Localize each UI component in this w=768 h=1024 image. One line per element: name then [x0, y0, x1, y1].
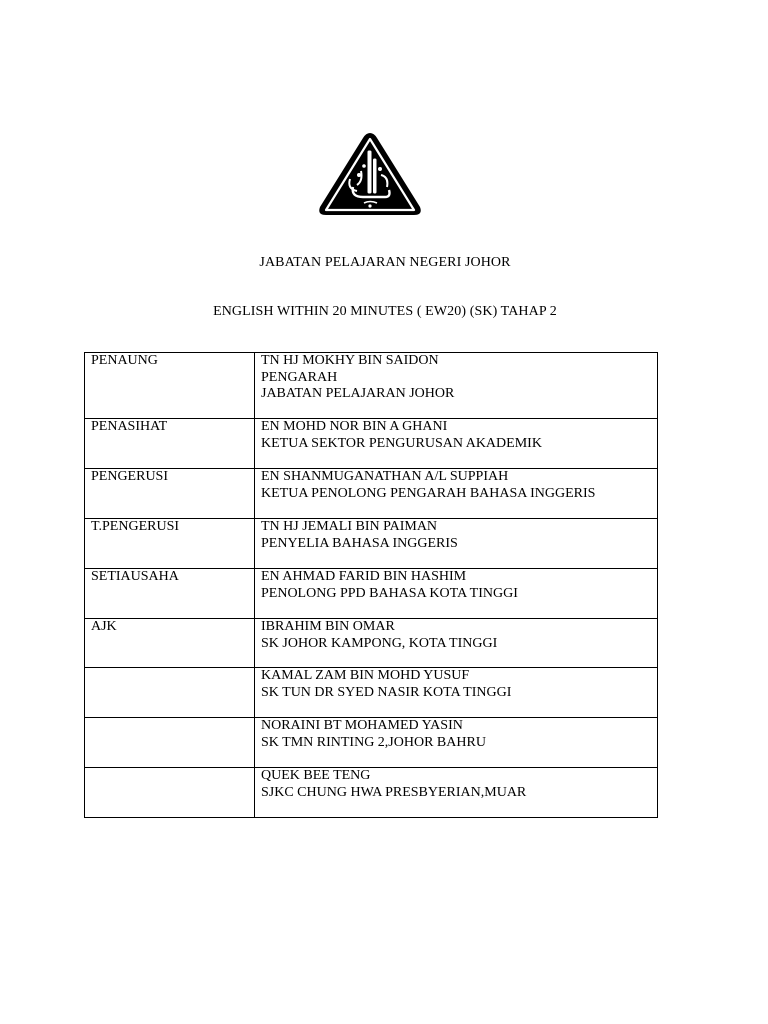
table-row — [85, 768, 658, 818]
role-cell: T.PENGERUSI — [85, 519, 255, 569]
member-line: EN AHMAD FARID BIN HASHIM — [261, 569, 467, 584]
table-row — [85, 353, 658, 419]
member-line: QUEK BEE TENG — [261, 768, 371, 783]
table-row — [85, 619, 658, 668]
table-row — [85, 569, 658, 619]
role-cell: SETIAUSAHA — [85, 569, 255, 619]
member-line: EN SHANMUGANATHAN A/L SUPPIAH — [261, 469, 509, 484]
member-line: TN HJ MOKHY BIN SAIDON — [261, 353, 439, 368]
role-cell — [85, 718, 255, 768]
member-line: PENOLONG PPD BAHASA KOTA TINGGI — [261, 585, 518, 601]
member-cell — [255, 718, 658, 768]
member-line: JABATAN PELAJARAN JOHOR — [261, 386, 455, 401]
committee-table — [84, 352, 658, 818]
member-line: KETUA PENOLONG PENGARAH BAHASA INGGERIS — [261, 485, 596, 501]
member-line: SK TMN RINTING 2,JOHOR BAHRU — [261, 734, 486, 750]
role-cell: PENASIHAT — [85, 419, 255, 469]
table-row — [85, 718, 658, 768]
member-cell — [255, 519, 658, 569]
member-cell — [255, 569, 658, 619]
member-line: KAMAL ZAM BIN MOHD YUSUF — [261, 668, 470, 683]
table-row — [85, 668, 658, 718]
member-line: IBRAHIM BIN OMAR — [261, 619, 395, 634]
member-cell — [255, 419, 658, 469]
member-cell — [255, 668, 658, 718]
member-line: PENYELIA BAHASA INGGERIS — [261, 535, 458, 551]
member-line: SK JOHOR KAMPONG, KOTA TINGGI — [261, 635, 498, 651]
role-cell: PENGERUSI — [85, 469, 255, 519]
member-line: EN MOHD NOR BIN A GHANI — [261, 419, 448, 434]
member-cell — [255, 353, 658, 419]
programme-title: ENGLISH WITHIN 20 MINUTES ( EW20) (SK) TAHAP 2 — [213, 304, 557, 319]
table-row — [85, 419, 658, 469]
role-cell — [85, 768, 255, 818]
member-line: TN HJ JEMALI BIN PAIMAN — [261, 519, 438, 534]
member-cell — [255, 768, 658, 818]
role-cell: AJK — [85, 619, 255, 668]
role-cell: PENAUNG — [85, 353, 255, 419]
table-row — [85, 469, 658, 519]
member-line: PENGARAH — [261, 369, 338, 385]
table-row — [85, 519, 658, 569]
member-line: SK TUN DR SYED NASIR KOTA TINGGI — [261, 684, 512, 700]
member-line: SJKC CHUNG HWA PRESBYERIAN,MUAR — [261, 784, 527, 800]
johor-state-emblem-icon — [317, 131, 423, 217]
role-cell — [85, 668, 255, 718]
member-line: NORAINI BT MOHAMED YASIN — [261, 718, 463, 733]
department-title: JABATAN PELAJARAN NEGERI JOHOR — [259, 255, 511, 270]
member-cell — [255, 469, 658, 519]
member-cell — [255, 619, 658, 668]
member-line: KETUA SEKTOR PENGURUSAN AKADEMIK — [261, 435, 542, 451]
